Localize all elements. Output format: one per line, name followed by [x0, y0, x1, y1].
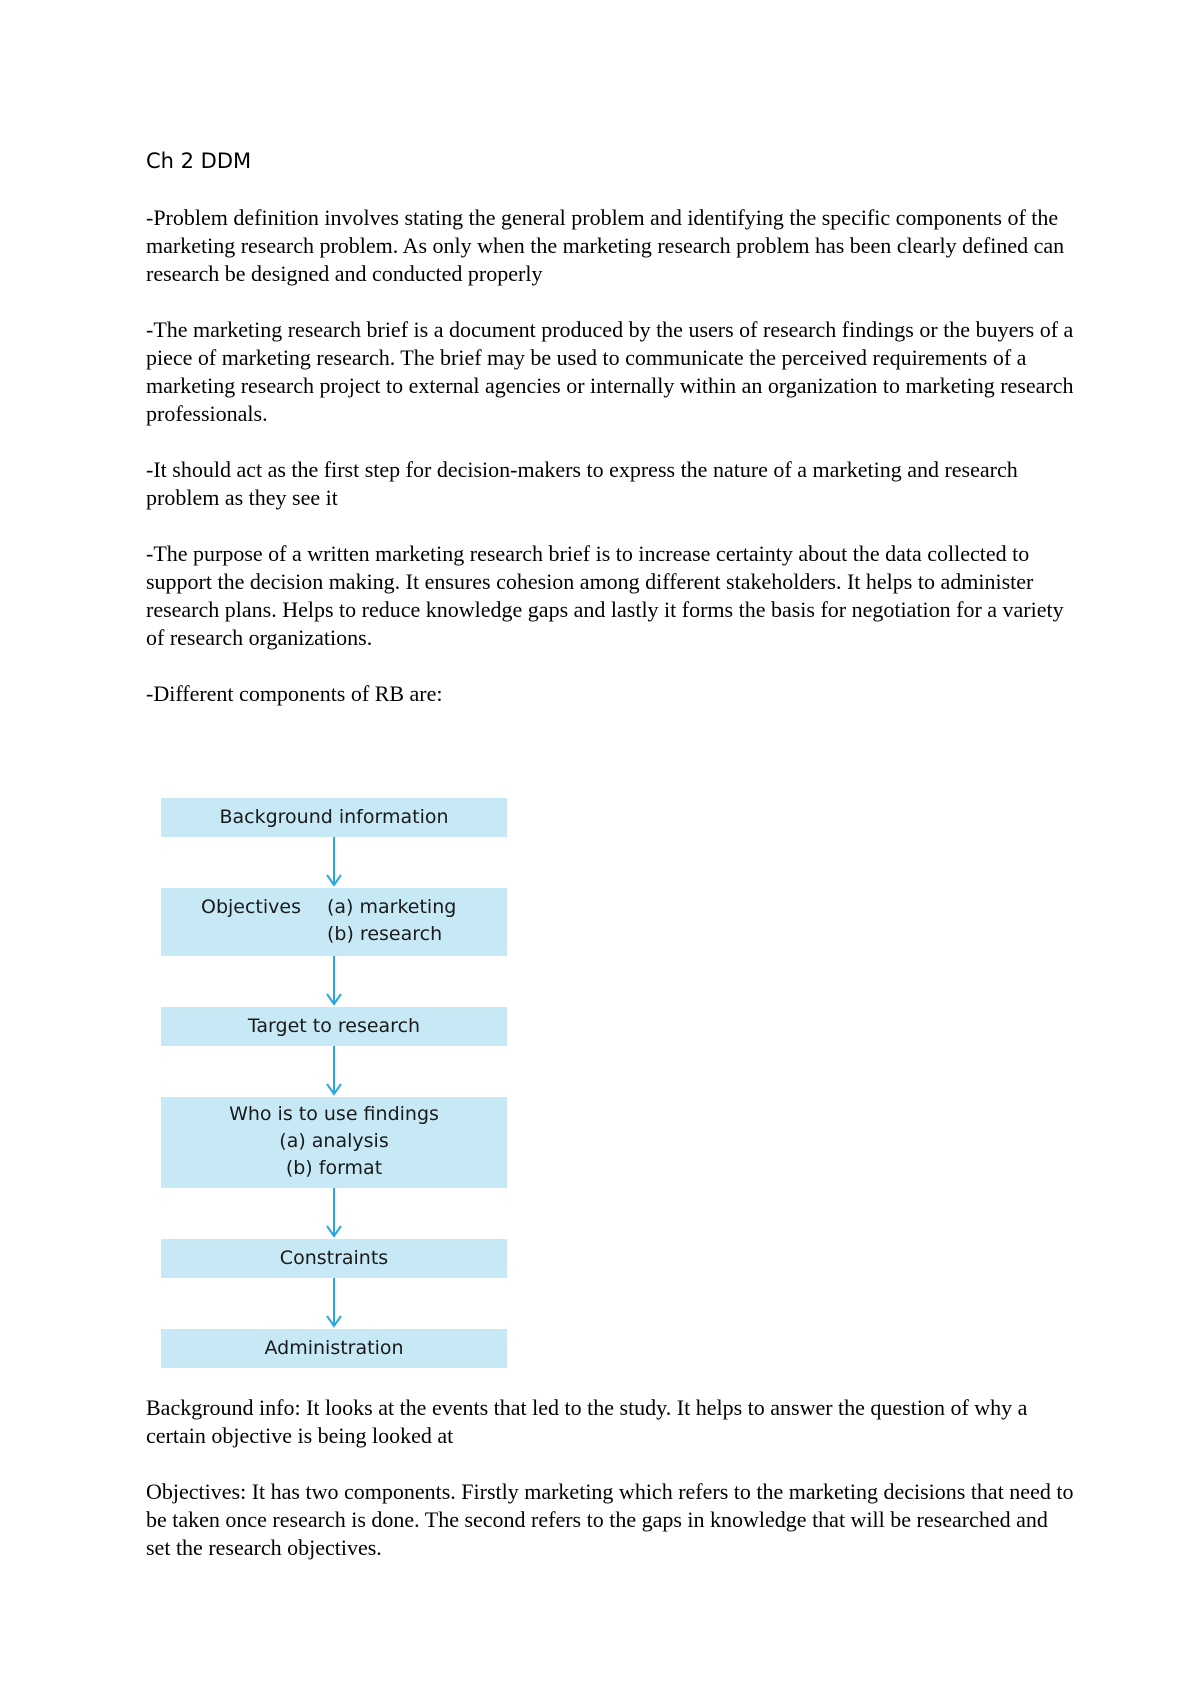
flow-step-objectives-label: Objectives [201, 896, 301, 918]
flow-arrow-down-icon [161, 956, 507, 1007]
paragraph-background-info: Background info: It looks at the events that led to the study. It helps to answer the question of why a certain objective is being looked at [146, 1395, 1028, 1448]
page-title: Ch 2 DDM [146, 149, 252, 173]
flow-step-who-label: Who is to use findings [229, 1103, 439, 1125]
flow-step-background: Background information [161, 798, 507, 837]
research-brief-flowchart [161, 798, 507, 1368]
flow-step-administration: Administration [161, 1329, 507, 1368]
paragraph-objectives: Objectives: It has two components. Firstly marketing which refers to the marketing decisions that need to be taken once research is done. The second refers to the gaps in knowledge that will be researched and set the research objectives. [146, 1479, 1074, 1560]
flow-step-objectives-subitems [327, 894, 507, 956]
flow-step-who-b: (b) format [285, 1157, 383, 1179]
flow-step-who-uses-findings [161, 1097, 507, 1188]
paragraph-research-brief: -The marketing research brief is a document produced by the users of research findings or the buyers of a piece of marketing research. The brief may be used to communicate the perceived requirements of a marketing research project to external agencies or internally within an organization to marketing research professionals. [146, 317, 1074, 426]
flow-arrow-down-icon [161, 1046, 507, 1097]
flow-step-target: Target to research [161, 1007, 507, 1046]
flow-arrow-down-icon [161, 1278, 507, 1329]
flow-step-objectives-a: (a) marketing [327, 896, 457, 918]
flow-step-constraints: Constraints [161, 1239, 507, 1278]
flow-step-objectives-b: (b) research [327, 923, 443, 945]
paragraph-problem-definition: -Problem definition involves stating the general problem and identifying the specific components of the marketing research problem. As only when the marketing research problem has been clearly defined can research be designed and conducted properly [146, 205, 1065, 286]
flow-arrow-down-icon [161, 1188, 507, 1239]
flow-arrow-down-icon [161, 837, 507, 888]
paragraph-first-step: -It should act as the first step for decision-makers to express the nature of a marketing and research problem as they see it [146, 457, 1018, 510]
flow-step-who-a: (a) analysis [279, 1130, 389, 1152]
document-body [146, 146, 1076, 1590]
paragraph-components-intro: -Different components of RB are: [146, 681, 443, 706]
paragraph-purpose: -The purpose of a written marketing research brief is to increase certainty about the data collected to support the decision making. It ensures cohesion among different stakeholders. It helps to administer research plans. Helps to reduce knowledge gaps and lastly it forms the basis for negotiation for a variety of research organizations. [146, 541, 1064, 650]
flow-step-objectives [161, 888, 507, 956]
explanations-section [146, 1394, 1076, 1562]
